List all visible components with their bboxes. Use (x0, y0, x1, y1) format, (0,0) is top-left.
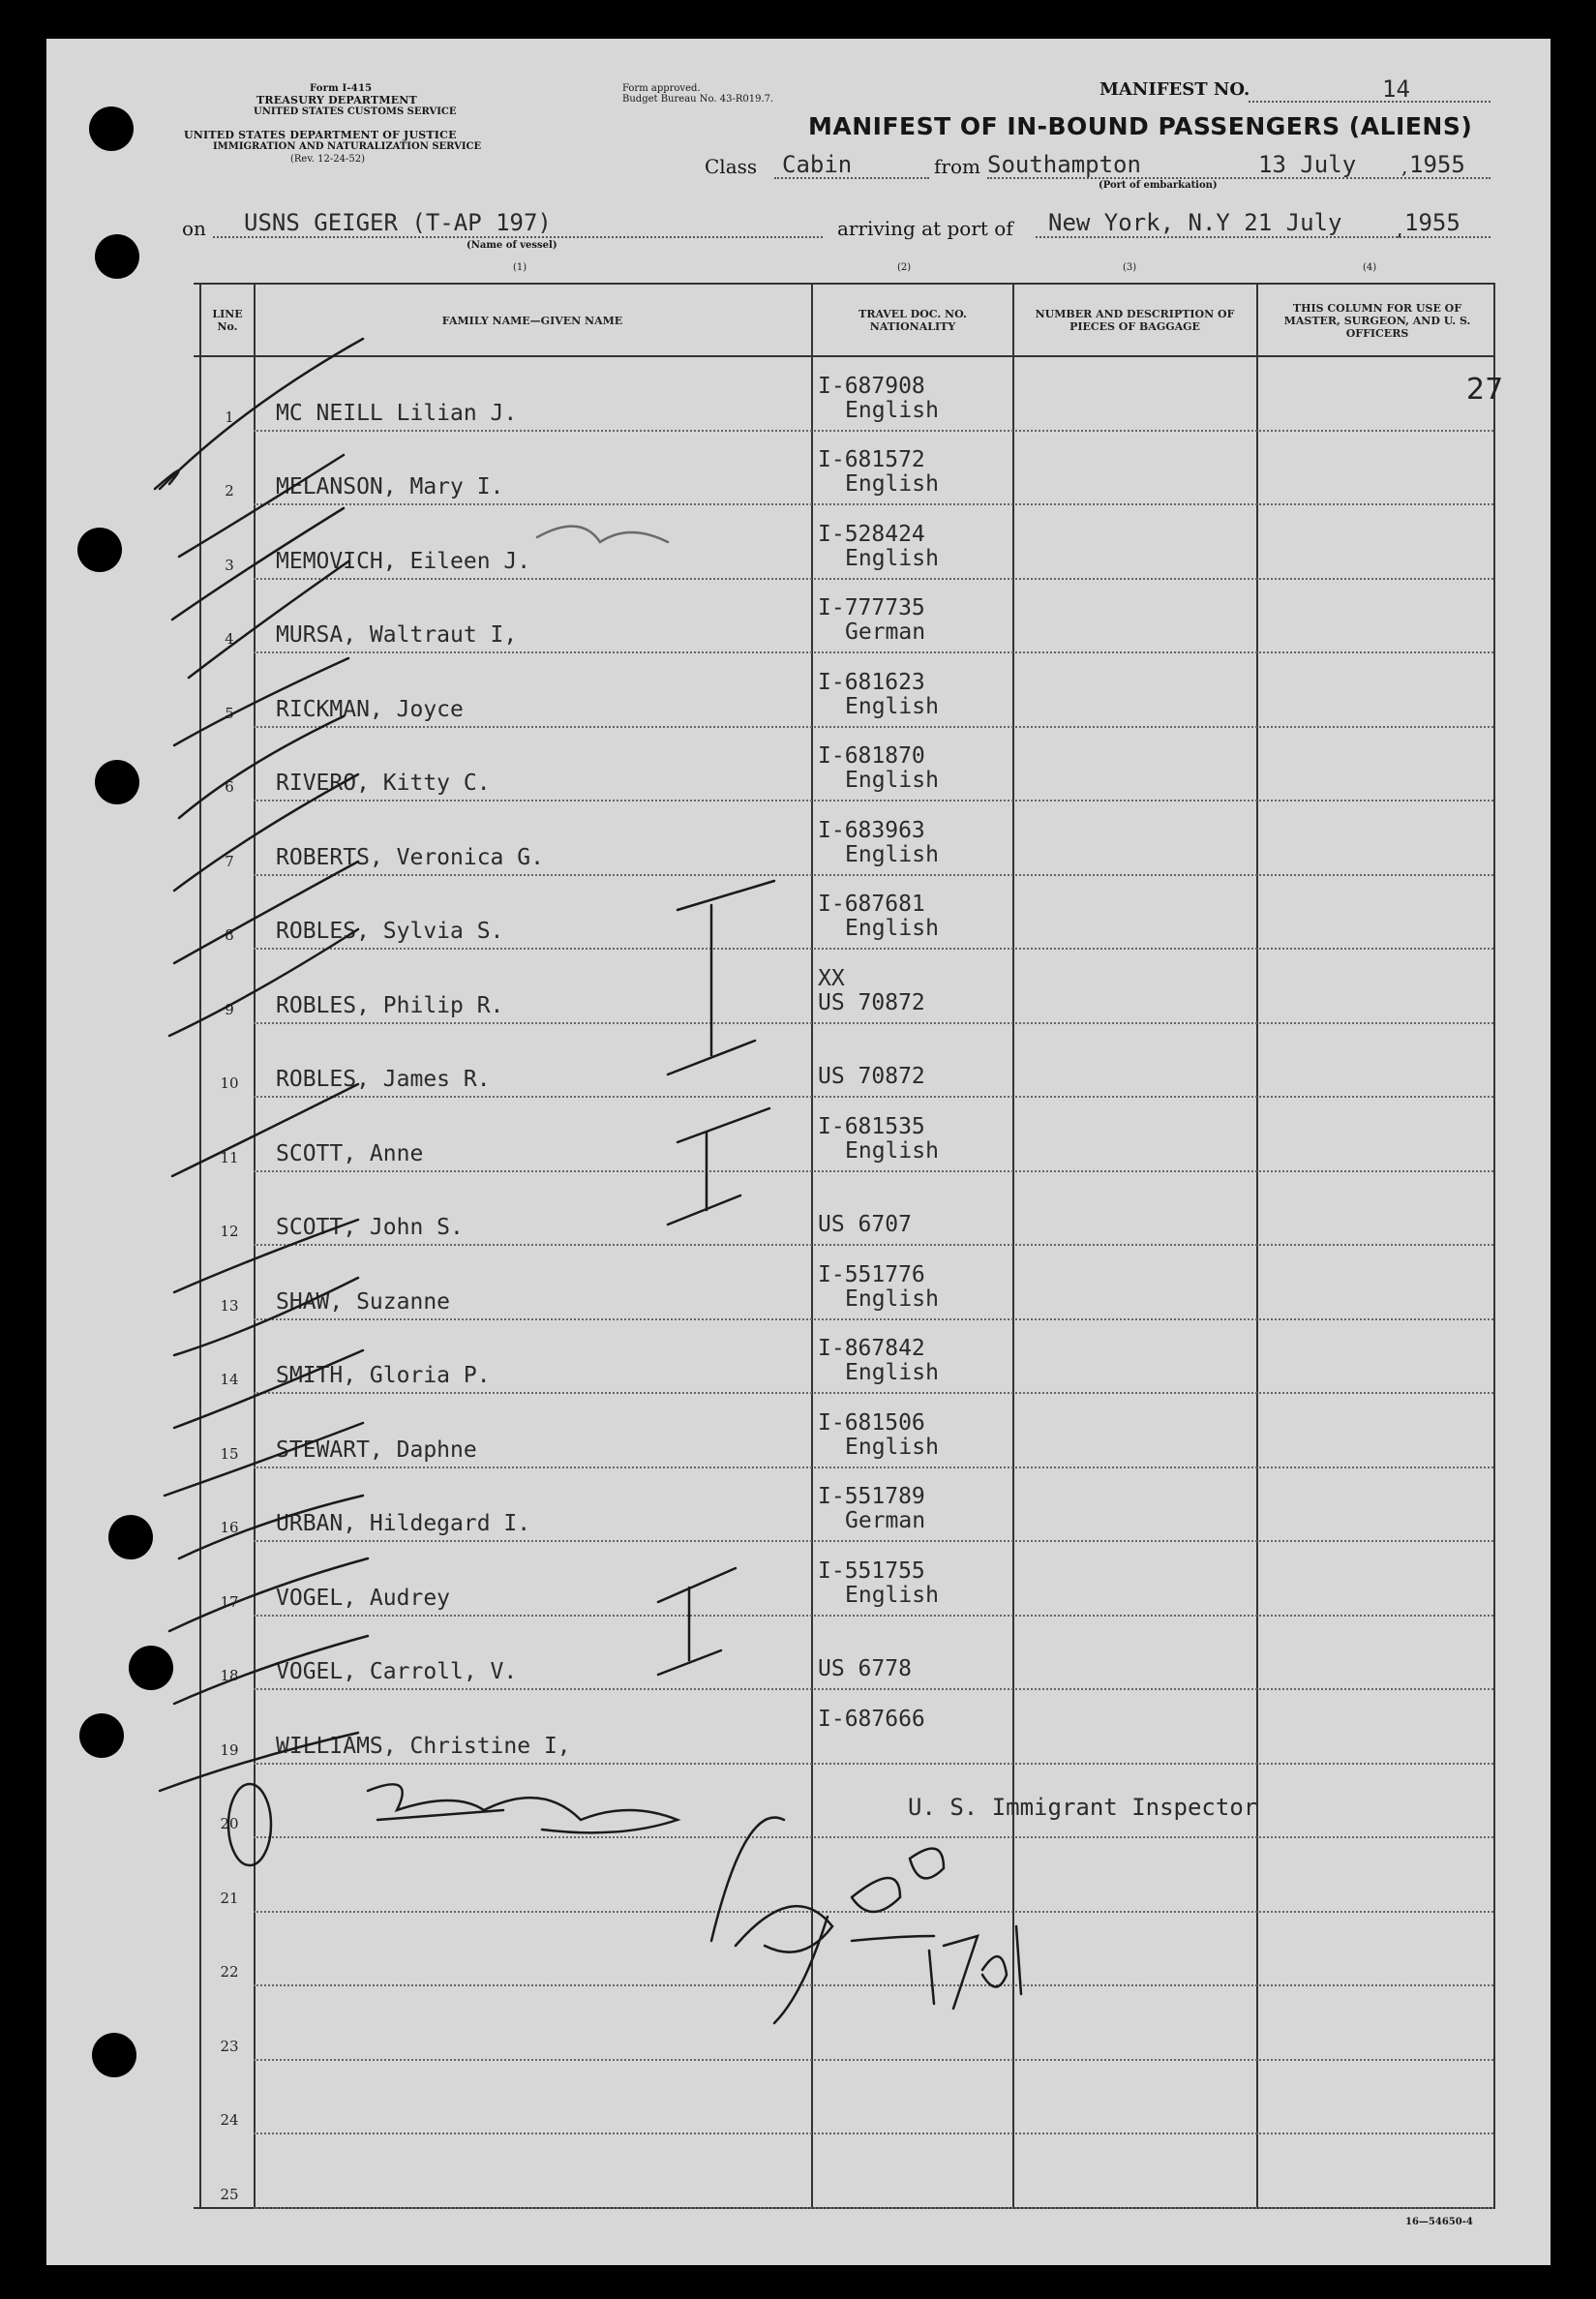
header-officers: THIS COLUMN FOR USE OF MASTER, SURGEON, AND U. S. OFFICERS (1283, 302, 1471, 340)
passenger-name: MC NEILL Lilian J. (276, 400, 518, 426)
passenger-name: STEWART, Daphne (276, 1437, 477, 1463)
inspector-label: U. S. Immigrant Inspector (908, 1794, 1258, 1821)
embarkation-year: 1955 (1409, 151, 1465, 178)
col-num-4: (4) (1363, 262, 1377, 273)
travel-doc-number: I-551789 (818, 1484, 925, 1509)
class-label: Class (705, 155, 758, 178)
travel-doc-number: I-528424 (818, 521, 925, 547)
passenger-name: RICKMAN, Joyce (276, 696, 464, 722)
passenger-name: RIVERO, Kitty C. (276, 771, 491, 796)
form-approved: Form approved. (622, 83, 701, 94)
passenger-name: VOGEL, Carroll, V. (276, 1659, 518, 1684)
nationality: English (845, 1286, 939, 1312)
header-name: FAMILY NAME—GIVEN NAME (441, 315, 623, 327)
nationality: English (845, 1434, 939, 1460)
col-num-1: (1) (513, 262, 527, 273)
vessel-caption: (Name of vessel) (467, 240, 557, 251)
passenger-name: MEMOVICH, Eileen J. (276, 548, 531, 574)
travel-doc-number: XX (818, 965, 845, 991)
line-number: 10 (220, 1074, 239, 1092)
nationality: English (845, 768, 939, 793)
travel-doc-number: I-681572 (818, 447, 925, 472)
travel-doc-number: I-681623 (818, 669, 925, 695)
line-number: 14 (220, 1371, 239, 1388)
nationality: English (845, 545, 939, 571)
travel-doc-number: I-867842 (818, 1336, 925, 1361)
line-number: 24 (220, 2111, 239, 2129)
passenger-name: ROBLES, James R. (276, 1067, 491, 1092)
passenger-name: VOGEL, Audrey (276, 1585, 451, 1611)
nationality: English (845, 693, 939, 719)
ins-service: IMMIGRATION AND NATURALIZATION SERVICE (213, 141, 482, 152)
line-number: 23 (220, 2037, 239, 2055)
revision-date: (Rev. 12-24-52) (290, 154, 366, 165)
col-num-2: (2) (897, 262, 912, 273)
line-number: 19 (220, 1740, 239, 1759)
embarkation-port: Southampton (987, 151, 1141, 178)
travel-doc-number: I-687666 (818, 1706, 925, 1732)
on-label: on (182, 217, 206, 240)
line-number: 9 (225, 1000, 234, 1018)
nationality: English (845, 471, 939, 497)
line-number: 12 (220, 1223, 239, 1240)
nationality: German (845, 620, 926, 645)
embarkation-year-comma: , (1401, 155, 1408, 178)
travel-doc-number: I-687908 (818, 373, 925, 399)
port-caption: (Port of embarkation) (1099, 180, 1218, 191)
line-number: 6 (225, 778, 234, 796)
form-number: Form I-415 (310, 83, 373, 94)
justice-dept: UNITED STATES DEPARTMENT OF JUSTICE (184, 129, 457, 141)
line-number: 17 (220, 1592, 239, 1611)
nationality: English (845, 1360, 939, 1385)
travel-doc-number: I-687681 (818, 892, 925, 917)
passenger-name: SCOTT, Anne (276, 1140, 424, 1166)
travel-doc-number: I-683963 (818, 817, 925, 843)
manifest-number: 14 (1382, 76, 1410, 103)
line-number: 2 (225, 482, 234, 499)
passenger-name: SMITH, Gloria P. (276, 1363, 491, 1388)
passenger-name: ROBERTS, Veronica G. (276, 844, 544, 870)
line-number: 25 (220, 2185, 239, 2203)
passenger-name: SCOTT, John S. (276, 1215, 464, 1240)
arrival-year: 1955 (1404, 209, 1460, 236)
travel-doc-number: I-551755 (818, 1558, 925, 1584)
nationality: English (845, 916, 939, 941)
treasury-dept: TREASURY DEPARTMENT (256, 94, 417, 106)
passenger-name: WILLIAMS, Christine I, (276, 1733, 571, 1759)
nationality: German (845, 1508, 926, 1533)
col-num-3: (3) (1123, 262, 1137, 273)
nationality: US 70872 (818, 989, 925, 1015)
footer-code: 16—54650-4 (1405, 2217, 1473, 2227)
nationality: US 70872 (818, 1064, 925, 1089)
line-number: 20 (220, 1815, 239, 1832)
embarkation-date: 13 July (1258, 151, 1357, 178)
nationality: English (845, 1137, 939, 1164)
line-number: 13 (220, 1296, 239, 1315)
from-label: from (934, 155, 980, 178)
line-number: 15 (220, 1444, 239, 1463)
passenger-name: URBAN, Hildegard I. (276, 1511, 531, 1536)
passenger-name: SHAW, Suzanne (276, 1288, 451, 1315)
manifest-no-label: MANIFEST NO. (1099, 79, 1250, 100)
vessel-name: USNS GEIGER (T-AP 197) (244, 209, 552, 236)
arrival-port: New York, N.Y 21 July (1048, 209, 1342, 236)
travel-doc-number: I-777735 (818, 595, 925, 620)
line-number: 4 (225, 630, 234, 648)
travel-doc-number: I-681535 (818, 1113, 925, 1139)
nationality: US 6778 (818, 1656, 912, 1681)
arrival-year-comma: , (1397, 217, 1403, 240)
nationality: English (845, 1582, 939, 1608)
passenger-count-note: 27 (1466, 373, 1504, 407)
manifest-title: MANIFEST OF IN-BOUND PASSENGERS (ALIENS) (808, 112, 1473, 140)
travel-doc-number: I-681506 (818, 1409, 925, 1436)
travel-doc-number: I-551776 (818, 1261, 925, 1287)
budget-bureau: Budget Bureau No. 43-R019.7. (622, 94, 774, 105)
line-number: 16 (220, 1519, 239, 1536)
class-value: Cabin (782, 151, 853, 178)
line-number: 7 (225, 852, 234, 870)
travel-doc-number: I-681870 (818, 743, 925, 769)
passenger-name: MELANSON, Mary I. (276, 474, 504, 499)
header-line-no: LINE No. (212, 308, 243, 333)
arriving-label: arriving at port of (837, 217, 1013, 240)
line-number: 22 (220, 1963, 239, 1981)
line-number: 21 (220, 1889, 239, 1907)
line-number: 3 (225, 556, 234, 574)
nationality: English (845, 397, 939, 423)
line-number: 5 (225, 704, 234, 722)
nationality: English (845, 841, 939, 867)
header-baggage: NUMBER AND DESCRIPTION OF PIECES OF BAGGAGE (1035, 308, 1235, 333)
passenger-name: MURSA, Waltraut I, (276, 622, 518, 648)
header-travel-doc: TRAVEL DOC. NO. NATIONALITY (858, 308, 967, 333)
passenger-name: ROBLES, Sylvia S. (276, 919, 504, 944)
nationality: US 6707 (818, 1212, 912, 1237)
line-number: 11 (220, 1148, 239, 1166)
customs-service: UNITED STATES CUSTOMS SERVICE (254, 106, 457, 117)
line-number: 8 (225, 926, 234, 944)
passenger-name: ROBLES, Philip R. (276, 992, 504, 1018)
line-number: 18 (220, 1667, 239, 1684)
line-number: 1 (225, 408, 234, 426)
